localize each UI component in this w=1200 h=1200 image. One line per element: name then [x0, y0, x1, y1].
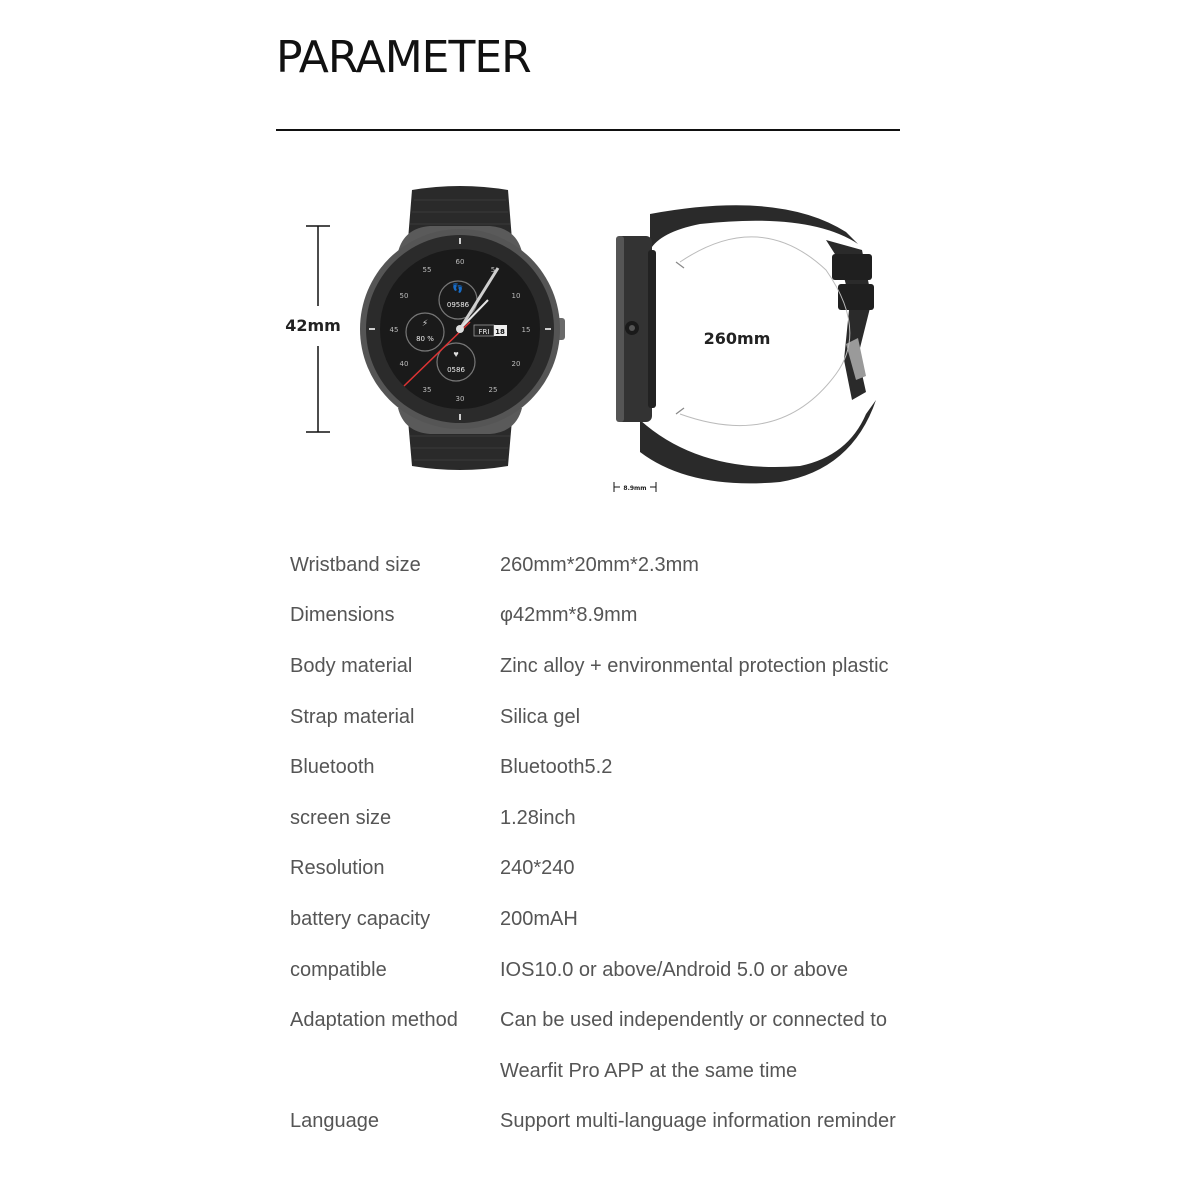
spec-value: 1.28inch [500, 806, 576, 829]
spec-label: Dimensions [290, 604, 395, 627]
spec-label: Strap material [290, 705, 415, 728]
spec-value: φ42mm*8.9mm [500, 604, 638, 627]
dial-number: 55 [422, 266, 432, 274]
spec-row [290, 844, 970, 895]
battery-icon: ⚡ [421, 318, 429, 328]
spec-row [290, 894, 970, 945]
battery-value: 80 % [416, 335, 434, 343]
spec-label: battery capacity [290, 907, 431, 930]
spec-value: IOS10.0 or above/Android 5.0 or above [500, 958, 849, 981]
spec-value: 240*240 [500, 857, 575, 880]
spec-label: Wristband size [290, 553, 421, 576]
spec-row [290, 995, 970, 1046]
page-title: PARAMETER [276, 32, 531, 83]
watch-dimension-figure [0, 0, 1200, 520]
dial-number: 35 [422, 386, 432, 394]
spec-value: Zinc alloy + environmental protection plastic [500, 654, 889, 677]
height-label: 42mm [285, 316, 341, 335]
dial-number: 25 [488, 386, 498, 394]
spec-row [290, 1097, 970, 1148]
heart-icon: ♥ [453, 349, 459, 359]
dial-number: 5 [490, 266, 496, 274]
spec-table [290, 540, 970, 1147]
strap-length-label: 260mm [703, 329, 771, 348]
dial-number: 60 [455, 258, 465, 266]
heart-value: 0586 [447, 366, 465, 374]
spec-value: 260mm*20mm*2.3mm [500, 553, 699, 576]
dial-number: 10 [511, 292, 521, 300]
watch-front [360, 186, 565, 470]
spec-row [290, 641, 970, 692]
spec-value: Support multi-language information reminder [500, 1110, 896, 1133]
thickness-label: 8.9mm [623, 485, 647, 492]
spec-value: Can be used independently or connected to [500, 1009, 887, 1032]
spec-row [290, 591, 970, 642]
spec-label: Language [290, 1110, 379, 1133]
spec-row [290, 945, 970, 996]
spec-label: Adaptation method [290, 1009, 458, 1032]
spec-value: Bluetooth5.2 [500, 756, 613, 779]
dial-number: 50 [399, 292, 409, 300]
dial-number: 20 [511, 360, 521, 368]
steps-icon: 👣 [452, 283, 464, 293]
spec-row [290, 540, 970, 591]
spec-row [290, 1046, 970, 1097]
spec-row [290, 692, 970, 743]
day-label: FRI [478, 328, 490, 336]
spec-label: screen size [290, 806, 392, 829]
date-label: 18 [495, 328, 505, 336]
spec-label: Bluetooth [290, 756, 375, 779]
spec-row [290, 742, 970, 793]
spec-value: Wearfit Pro APP at the same time [500, 1059, 798, 1082]
steps-value: 09586 [446, 301, 470, 309]
spec-value: 200mAH [500, 907, 578, 930]
spec-label: compatible [290, 958, 387, 981]
dial-number: 15 [521, 326, 531, 334]
dial-number: 30 [455, 395, 465, 403]
spec-value: Silica gel [500, 705, 581, 728]
dial-number: 45 [389, 326, 399, 334]
dial-number: 40 [399, 360, 409, 368]
spec-label: Body material [290, 654, 413, 677]
spec-row [290, 793, 970, 844]
spec-label: Resolution [290, 857, 385, 880]
